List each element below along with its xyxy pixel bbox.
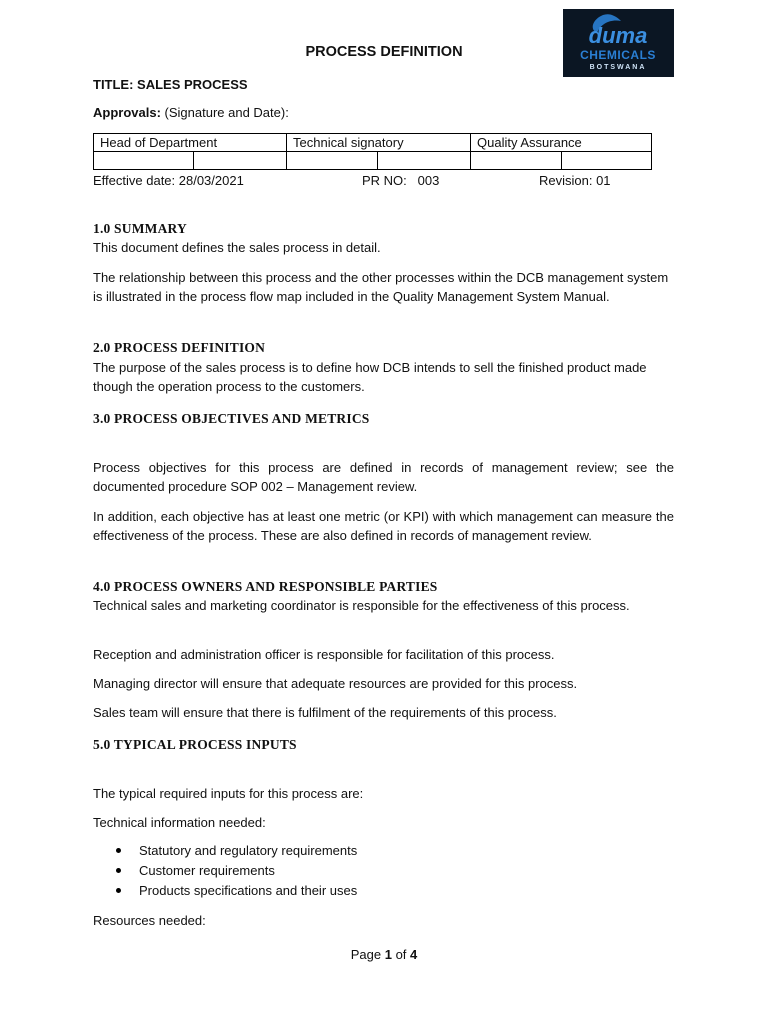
document-title: PROCESS DEFINITION <box>305 44 463 60</box>
section-5-paragraph-1: The typical required inputs for this process are: <box>93 786 364 801</box>
page-number: 1 <box>384 947 392 962</box>
qa-signature-cell <box>471 152 562 170</box>
page-total: 4 <box>410 947 418 962</box>
of-word: of <box>395 947 407 962</box>
company-logo <box>563 9 674 77</box>
list-item: Products specifications and their uses <box>93 881 653 901</box>
section-5-paragraph-2: Technical information needed: <box>93 815 266 830</box>
section-4-paragraph-2: Reception and administration officer is responsible for facilitation of this process. <box>93 647 555 662</box>
logo-word-chemicals: CHEMICALS <box>580 48 656 62</box>
section-5-paragraph-3: Resources needed: <box>93 913 206 928</box>
logo-graphic <box>563 9 674 77</box>
section-2-heading: 2.0 PROCESS DEFINITION <box>93 340 266 355</box>
tech-date-cell <box>378 152 471 170</box>
signature-header-row <box>94 134 652 152</box>
hod-signature-cell <box>94 152 194 170</box>
approvals-line <box>93 105 289 120</box>
pr-number: PR NO: 003 <box>362 173 440 188</box>
qa-date-cell <box>562 152 652 170</box>
approvals-label: Approvals: <box>93 105 161 120</box>
section-3-heading: 3.0 PROCESS OBJECTIVES AND METRICS <box>93 411 370 426</box>
hod-date-cell <box>194 152 287 170</box>
technical-info-list <box>93 841 653 901</box>
page-footer <box>0 947 768 962</box>
section-1-paragraph-1: This document defines the sales process in detail. <box>93 240 381 255</box>
signature-table <box>93 133 652 170</box>
header-quality-assurance: Quality Assurance <box>471 134 652 152</box>
section-3-paragraph-1: Process objectives for this process are defined in records of management review; see the documented procedure SOP 002 – Management review. <box>93 460 674 494</box>
page-word: Page <box>350 947 382 962</box>
section-4-paragraph-3: Managing director will ensure that adequate resources are provided for this process. <box>93 676 578 691</box>
section-4-paragraph-1: Technical sales and marketing coordinator is responsible for the effectiveness of this process. <box>93 598 630 613</box>
section-1-heading: 1.0 SUMMARY <box>93 221 187 236</box>
list-item: Statutory and regulatory requirements <box>93 841 653 861</box>
section-5-heading: 5.0 TYPICAL PROCESS INPUTS <box>93 737 297 752</box>
section-4-paragraph-4: Sales team will ensure that there is fulfilment of the requirements of this process. <box>93 705 557 720</box>
tech-signature-cell <box>287 152 378 170</box>
signature-blank-row <box>94 152 652 170</box>
revision-number: Revision: 01 <box>539 173 611 188</box>
section-1-paragraph-2: The relationship between this process and the other processes within the DCB management system is illustrated in the process flow map included in the Quality Management System Manual. <box>93 270 669 304</box>
list-item: Customer requirements <box>93 861 653 881</box>
process-title: TITLE: SALES PROCESS <box>93 77 248 92</box>
section-2-paragraph-1: The purpose of the sales process is to define how DCB intends to sell the finished product made though the operation process to the customers. <box>93 360 647 394</box>
section-3-paragraph-2: In addition, each objective has at least one metric (or KPI) with which management can measure the effectiveness of the process. These are also defined in records of management review. <box>93 509 674 543</box>
logo-word-botswana: BOTSWANA <box>589 64 647 71</box>
effective-date: Effective date: 28/03/2021 <box>93 173 244 188</box>
header-head-of-department: Head of Department <box>94 134 287 152</box>
approvals-text: (Signature and Date): <box>164 105 289 120</box>
section-4-heading: 4.0 PROCESS OWNERS AND RESPONSIBLE PARTIES <box>93 579 438 594</box>
logo-word-duma: duma <box>588 23 648 48</box>
header-technical-signatory: Technical signatory <box>287 134 471 152</box>
